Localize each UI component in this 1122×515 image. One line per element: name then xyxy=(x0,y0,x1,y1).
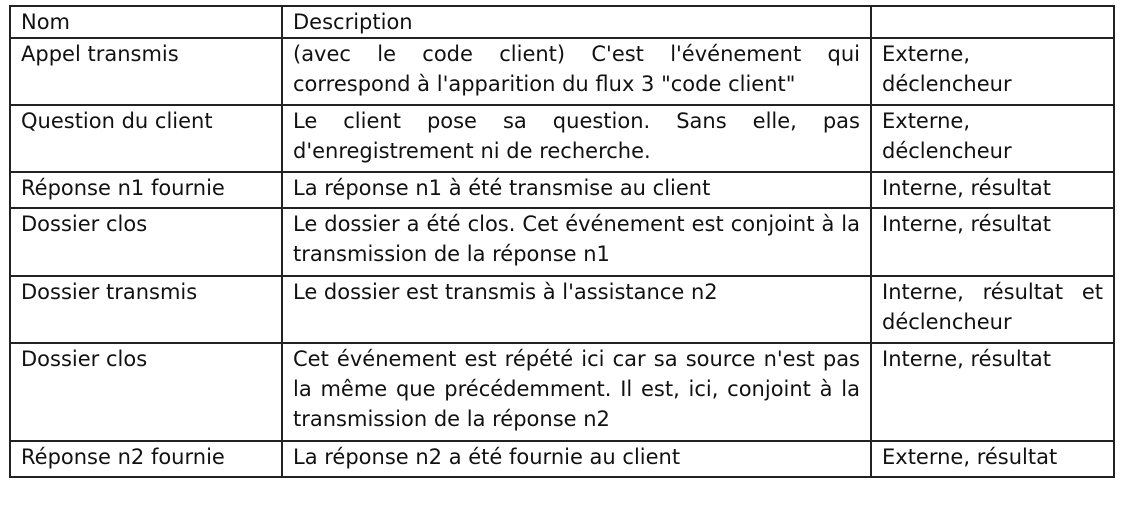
event-type: Externe, déclencheur xyxy=(871,38,1114,105)
event-name: Réponse n2 fournie xyxy=(10,441,282,477)
event-description: Le dossier a été clos. Cet événement est conjoint à la transmission de la réponse n1 xyxy=(282,208,871,276)
table-row xyxy=(10,105,1114,172)
event-name: Dossier transmis xyxy=(10,276,282,343)
event-description: (avec le code client) C'est l'événement qui correspond à l'apparition du flux 3 "code client" xyxy=(282,38,871,105)
event-name: Question du client xyxy=(10,105,282,172)
header-type xyxy=(871,6,1114,38)
event-type: Interne, résultat et déclencheur xyxy=(871,276,1114,343)
event-type: Interne, résultat xyxy=(871,172,1114,208)
event-description: La réponse n1 à été transmise au client xyxy=(282,172,871,208)
table-row xyxy=(10,38,1114,105)
event-description: Le dossier est transmis à l'assistance n2 xyxy=(282,276,871,343)
event-name: Dossier clos xyxy=(10,208,282,276)
event-type: Interne, résultat xyxy=(871,208,1114,276)
event-name: Appel transmis xyxy=(10,38,282,105)
table-header-row xyxy=(10,6,1114,38)
event-name: Réponse n1 fournie xyxy=(10,172,282,208)
table-row xyxy=(10,343,1114,441)
header-description: Description xyxy=(282,6,871,38)
table-row xyxy=(10,441,1114,477)
events-table xyxy=(9,5,1115,478)
table-row xyxy=(10,276,1114,343)
table-row xyxy=(10,208,1114,276)
event-type: Externe, déclencheur xyxy=(871,105,1114,172)
event-type: Interne, résultat xyxy=(871,343,1114,441)
table-row xyxy=(10,172,1114,208)
event-name: Dossier clos xyxy=(10,343,282,441)
event-description: Le client pose sa question. Sans elle, pas d'enregistrement ni de recherche. xyxy=(282,105,871,172)
header-name: Nom xyxy=(10,6,282,38)
event-type: Externe, résultat xyxy=(871,441,1114,477)
event-description: Cet événement est répété ici car sa source n'est pas la même que précédemment. Il est, ici, conjoint à la transmission de la réponse n2 xyxy=(282,343,871,441)
event-description: La réponse n2 a été fournie au client xyxy=(282,441,871,477)
